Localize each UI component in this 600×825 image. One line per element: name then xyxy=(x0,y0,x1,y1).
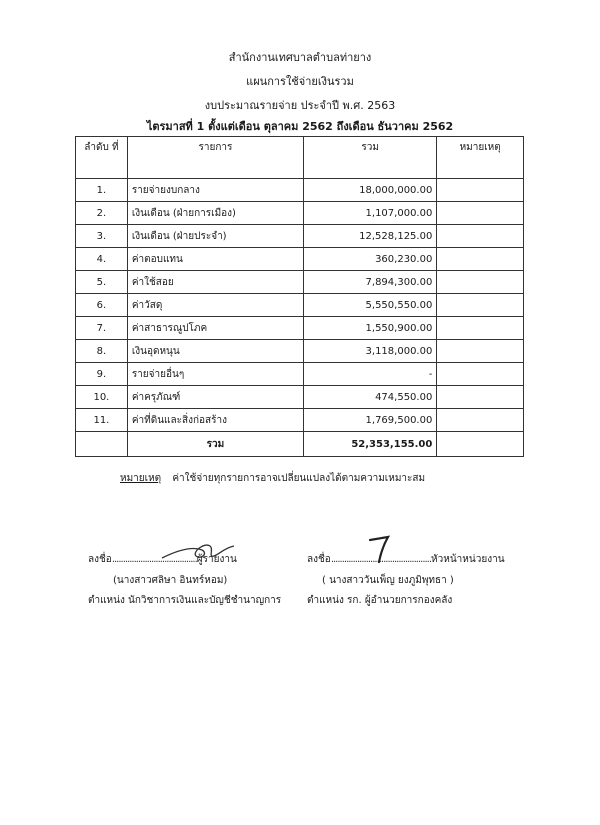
right-sign-dots: .............................................. xyxy=(330,554,432,565)
row-item: ค่าตอบแทน xyxy=(127,248,303,271)
table-header-row xyxy=(76,137,524,179)
col-header-total: รวม xyxy=(304,137,437,179)
table-row xyxy=(76,294,524,317)
right-signature-icon xyxy=(362,532,402,564)
row-total: 1,769,500.00 xyxy=(304,409,437,432)
row-item: เงินเดือน (ฝ่ายประจำ) xyxy=(127,225,303,248)
row-item: ค่าใช้สอย xyxy=(127,271,303,294)
sum-no xyxy=(76,432,128,457)
row-remark xyxy=(437,271,524,294)
remark-text: ค่าใช้จ่ายทุกรายการอาจเปลี่ยนแปลงได้ตามความเหมาะสม xyxy=(172,473,426,484)
row-total: 7,894,300.00 xyxy=(304,271,437,294)
left-sign-dots: ....................................... xyxy=(111,554,197,565)
quarter-range: ไตรมาสที่ 1 ตั้งแต่เดือน ตุลาคม 2562 ถึงเดือน ธันวาคม 2562 xyxy=(146,120,454,133)
row-total: 12,528,125.00 xyxy=(304,225,437,248)
col-header-no: ลำดับ ที่ xyxy=(76,137,128,179)
row-remark xyxy=(437,294,524,317)
row-no: 5. xyxy=(76,271,128,294)
row-remark xyxy=(437,340,524,363)
left-sign-role: ผู้รายงาน xyxy=(196,554,237,565)
row-item: ค่าสาธารณูปโภค xyxy=(127,317,303,340)
row-item: ค่าวัสดุ xyxy=(127,294,303,317)
row-no: 1. xyxy=(76,179,128,202)
row-no: 3. xyxy=(76,225,128,248)
table-row xyxy=(76,179,524,202)
sum-label: รวม xyxy=(127,432,303,457)
row-item: เงินอุดหนุน xyxy=(127,340,303,363)
row-item: รายจ่ายงบกลาง xyxy=(127,179,303,202)
row-total: 18,000,000.00 xyxy=(304,179,437,202)
row-no: 7. xyxy=(76,317,128,340)
right-sign-line xyxy=(307,552,505,567)
sum-row xyxy=(76,432,524,457)
table-row xyxy=(76,202,524,225)
left-sign-position: ตำแหน่ง นักวิชาการเงินและบัญชีชำนาญการ xyxy=(88,595,282,606)
row-no: 6. xyxy=(76,294,128,317)
table-row xyxy=(76,363,524,386)
row-item: ค่าครุภัณฑ์ xyxy=(127,386,303,409)
plan-title: แผนการใช้จ่ายเงินรวม xyxy=(246,75,354,88)
spending-plan-table xyxy=(75,136,524,457)
row-total: 3,118,000.00 xyxy=(304,340,437,363)
remark-note xyxy=(120,471,425,486)
row-item: ค่าที่ดินและสิ่งก่อสร้าง xyxy=(127,409,303,432)
row-remark xyxy=(437,225,524,248)
right-sign-prefix: ลงชื่อ xyxy=(307,554,331,565)
right-sign-name: ( นางสาววันเพ็ญ ยงภูมิพุทธา ) xyxy=(322,575,454,586)
table-row xyxy=(76,225,524,248)
left-sign-name: (นางสาวศลิษา อินทร์หอม) xyxy=(113,575,228,586)
left-signature-icon xyxy=(158,536,238,566)
sum-remark xyxy=(437,432,524,457)
row-no: 9. xyxy=(76,363,128,386)
table-row xyxy=(76,409,524,432)
sum-total: 52,353,155.00 xyxy=(304,432,437,457)
col-header-remark: หมายเหตุ xyxy=(437,137,524,179)
row-total: 5,550,550.00 xyxy=(304,294,437,317)
table-row xyxy=(76,340,524,363)
row-no: 10. xyxy=(76,386,128,409)
right-sign-position: ตำแหน่ง รก. ผู้อำนวยการกองคลัง xyxy=(307,595,453,606)
row-remark xyxy=(437,317,524,340)
row-remark xyxy=(437,179,524,202)
office-name: สำนักงานเทศบาลตำบลท่ายาง xyxy=(228,51,372,64)
row-item: เงินเดือน (ฝ่ายการเมือง) xyxy=(127,202,303,225)
row-no: 4. xyxy=(76,248,128,271)
row-remark xyxy=(437,202,524,225)
row-remark xyxy=(437,386,524,409)
row-total: 1,107,000.00 xyxy=(304,202,437,225)
col-header-item: รายการ xyxy=(127,137,303,179)
table-row xyxy=(76,317,524,340)
table-row xyxy=(76,271,524,294)
row-no: 8. xyxy=(76,340,128,363)
row-item: รายจ่ายอื่นๆ xyxy=(127,363,303,386)
row-no: 2. xyxy=(76,202,128,225)
row-remark xyxy=(437,248,524,271)
row-total: 360,230.00 xyxy=(304,248,437,271)
row-total: 1,550,900.00 xyxy=(304,317,437,340)
table-row xyxy=(76,248,524,271)
remark-label: หมายเหตุ xyxy=(120,473,162,484)
budget-year: งบประมาณรายจ่าย ประจำปี พ.ศ. 2563 xyxy=(204,99,396,112)
row-no: 11. xyxy=(76,409,128,432)
row-remark xyxy=(437,363,524,386)
table-row xyxy=(76,386,524,409)
row-remark xyxy=(437,409,524,432)
right-sign-role: หัวหน้าหน่วยงาน xyxy=(431,554,505,565)
left-sign-prefix: ลงชื่อ xyxy=(88,554,112,565)
row-total: - xyxy=(304,363,437,386)
row-total: 474,550.00 xyxy=(304,386,437,409)
